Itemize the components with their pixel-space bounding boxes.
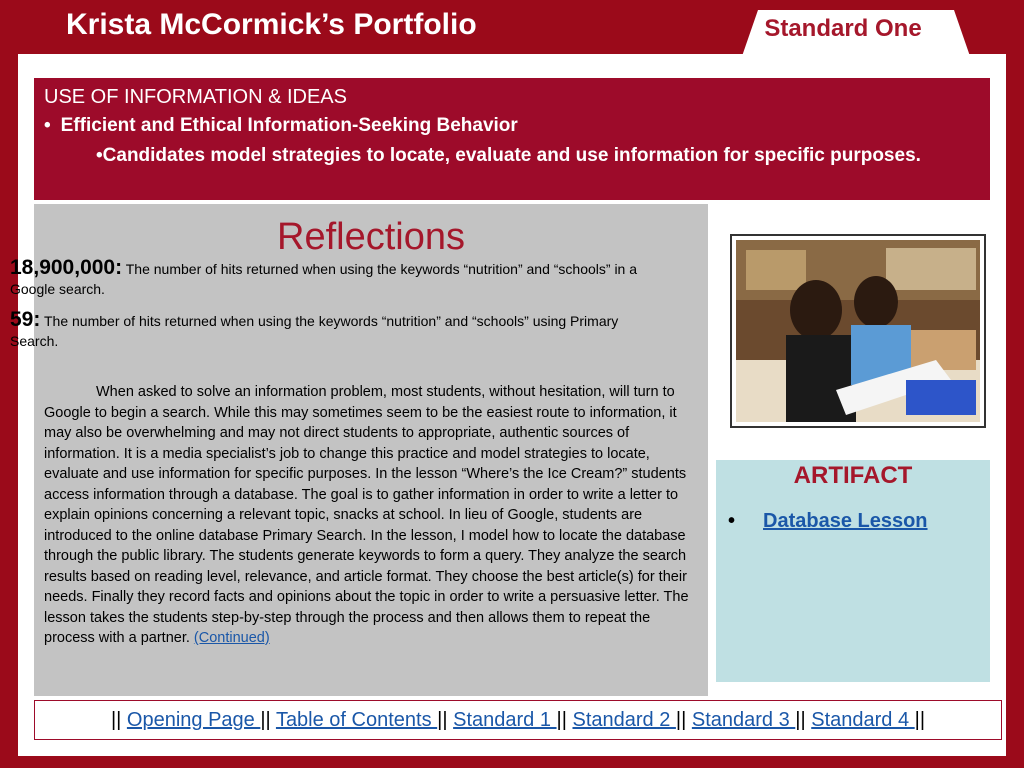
database-lesson-link[interactable]: Database Lesson	[763, 510, 928, 532]
nav-separator: ||	[914, 709, 926, 731]
reflection-paragraph	[44, 382, 696, 649]
stat-google-colon: :	[115, 256, 123, 279]
nav-standard-1[interactable]: Standard 1	[453, 709, 557, 731]
nav-separator: ||	[437, 709, 448, 731]
standard-tab-label: Standard One	[764, 15, 922, 42]
bottom-nav	[34, 700, 1002, 740]
artifact-list-item	[728, 510, 928, 533]
stat-google-number: 18,900,000	[10, 256, 116, 279]
classroom-photo	[730, 234, 986, 428]
stat-primary-number: 59	[10, 308, 34, 331]
nav-table-of-contents[interactable]: Table of Contents	[275, 709, 438, 731]
nav-separator: ||	[795, 709, 806, 731]
stat-primary-text: The number of hits returned when using the keywords “nutrition” and “schools” using Primary Search.	[10, 313, 619, 349]
continued-link[interactable]: (Continued)	[193, 630, 270, 646]
nav-standard-2[interactable]: Standard 2	[572, 709, 676, 731]
banner-description: •Candidates model strategies to locate, evaluate and use information for specific purposes.	[96, 145, 921, 166]
stat-primary-colon: :	[33, 308, 41, 331]
nav-standard-4[interactable]: Standard 4	[811, 709, 915, 731]
nav-separator: ||	[260, 709, 271, 731]
artifact-title: ARTIFACT	[793, 462, 913, 489]
classroom-photo-image	[736, 240, 980, 422]
standard-banner	[34, 78, 990, 200]
stat-google-text: The number of hits returned when using the keywords “nutrition” and “schools” in a Google search.	[10, 261, 638, 297]
artifact-bullet: •	[728, 510, 736, 532]
nav-separator: ||	[675, 709, 687, 731]
banner-bullet: •	[44, 115, 51, 136]
stat-primary-search	[10, 310, 660, 351]
page-title: Krista McCormick’s Portfolio	[66, 8, 477, 41]
nav-separator: ||	[556, 709, 567, 731]
reflections-title: Reflections	[277, 216, 465, 258]
stat-google	[10, 258, 660, 299]
banner-subheading-text: Efficient and Ethical Information-Seeking Behavior	[60, 115, 518, 136]
nav-opening-page[interactable]: Opening Page	[126, 709, 261, 731]
banner-heading: USE OF INFORMATION & IDEAS	[44, 86, 347, 108]
nav-separator: ||	[110, 709, 122, 731]
banner-subheading	[44, 115, 518, 137]
nav-standard-3[interactable]: Standard 3	[691, 709, 796, 731]
reflection-paragraph-text: When asked to solve an information problem, most students, without hesitation, will turn to Google to begin a search. While this may sometimes seem to be the easiest route to information, it may also be overwhelming and may not direct students to appropriate, authentic sources of information. It is a media specialist’s job to change this practice and model strategies to locate, evaluate and use information for specific purposes. In the lesson “Where’s the Ice Cream?” students access information through a database. The goal is to gather information in order to write a letter to explain opinions concerning a relevant topic, snacks at school. In lieu of Google, students are introduced to the online database Primary Search. In the lesson, I model how to locate the database through the public library. The students generate keywords to form a query. They analyze the search results based on reading level, relevance, and article format. They choose the best article(s) for their needs. Finally they record facts and opinions about the topic in order to write a persuasive letter. The lesson takes the students step-by-step through the process and then allows them to repeat the process with a partner.	[44, 384, 689, 646]
artifact-panel	[716, 460, 990, 682]
